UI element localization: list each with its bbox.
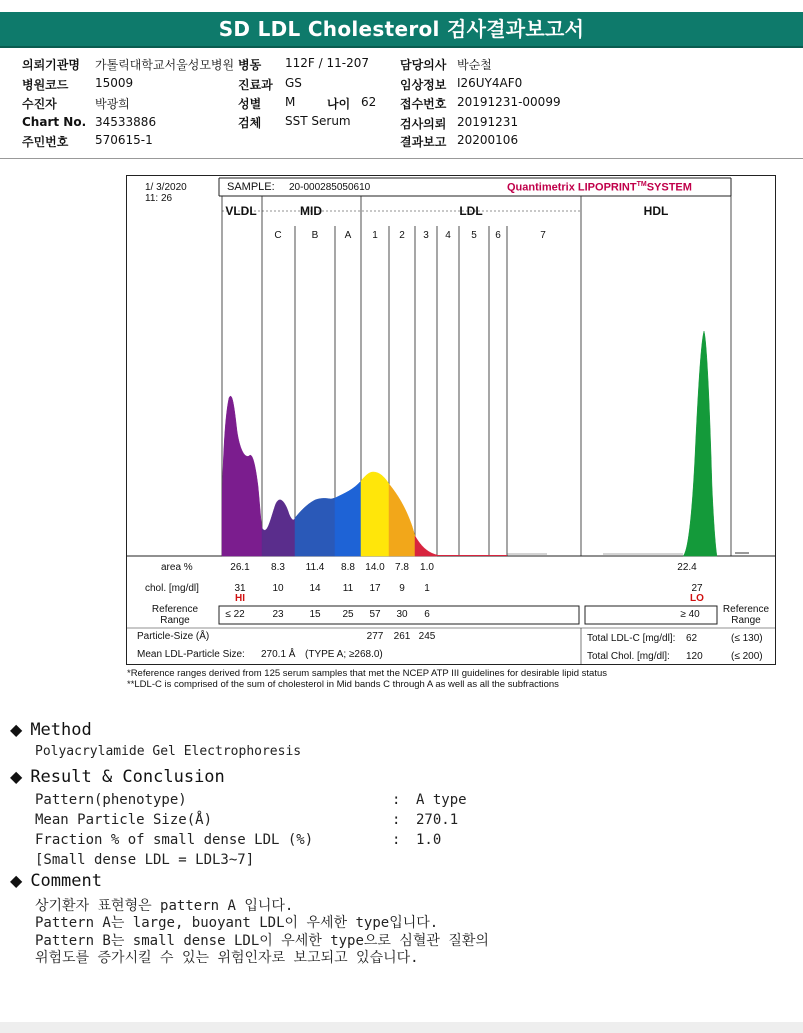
peak-ldl1: [361, 472, 389, 556]
peak-mid-b: [295, 498, 335, 556]
band-group-mid: MID: [300, 204, 322, 218]
peak-mid-c: [262, 500, 295, 556]
row-label-particle: Particle-Size (Å): [137, 631, 210, 642]
sample-label: SAMPLE:: [227, 181, 275, 193]
total-chol-value: 120: [686, 651, 703, 662]
chol-mid-c: 10: [272, 583, 284, 594]
ref-ldl3: 6: [424, 609, 430, 620]
comment-line-4: 위험도를 증가시킬 수 있는 위험인자로 보고되고 있습니다.: [35, 950, 419, 966]
result-colon-1: :: [392, 792, 401, 808]
area-vldl: 26.1: [230, 562, 250, 573]
report-title: SD LDL Cholesterol 검사결과보고서: [0, 12, 803, 48]
patient-info-panel: 의뢰기관명 가톨릭대학교서울성모병원 병동 112F / 11-207 담당의사 박순철 병원코드 15009 진료과 GS 임상정보 I26UY4AF0 수진자 박광희 성별 M 나이 62 접수번호 20191231-00099 Chart No. 34533886 검체 SST Serum 검사의뢰 20191231 주민번호 570615-1 결과보고 20200106: [0, 50, 803, 159]
result-label-fraction: Fraction % of small dense LDL (%): [35, 832, 314, 848]
ref-mid-a: 25: [342, 609, 354, 620]
band-label-b: B: [311, 230, 319, 241]
chol-mid-a: 11: [342, 583, 354, 594]
band-group-ldl: LDL: [459, 204, 483, 218]
chol-vldl: 31: [234, 583, 246, 594]
band-label-1: 1: [372, 230, 378, 241]
report-date: 1/ 3/2020: [145, 182, 187, 193]
comment-heading: ◆ Comment: [10, 871, 102, 891]
comment-line-1: 상기환자 표현형은 pattern A 입니다.: [35, 898, 294, 914]
area-mid-b: 11.4: [305, 562, 325, 573]
result-label-pattern: Pattern(phenotype): [35, 792, 187, 808]
brand-name: Quantimetrix LIPOPRINT™SYSTEM: [507, 181, 692, 194]
area-mid-c: 8.3: [271, 562, 285, 573]
band-label-3: 3: [423, 230, 429, 241]
mean-particle-type: (TYPE A; ≥268.0): [305, 649, 383, 660]
chol-hdl: 27: [691, 583, 703, 594]
ref-vldl: ≤ 22: [225, 609, 245, 620]
chol-mid-b: 14: [309, 583, 321, 594]
footnotes: [127, 668, 767, 690]
total-ldl-value: 62: [686, 633, 698, 644]
flag-hdl-lo: LO: [690, 593, 704, 604]
band-label-5: 5: [471, 230, 477, 241]
lipoprint-report: [126, 175, 776, 665]
peak-ldl3: [415, 536, 437, 556]
method-text: Polyacrylamide Gel Electrophoresis: [35, 744, 302, 759]
row-label-mean: Mean LDL-Particle Size:: [137, 649, 245, 660]
area-hdl: 22.4: [677, 562, 697, 573]
method-heading: ◆ Method: [10, 720, 92, 740]
result-colon-2: :: [392, 812, 401, 828]
row-label-area: area %: [161, 562, 193, 573]
report-time: 11: 26: [145, 193, 173, 204]
ref-mid-b: 15: [309, 609, 321, 620]
peak-vldl: [222, 396, 262, 556]
ref-mid-c: 23: [272, 609, 284, 620]
row-label-chol: chol. [mg/dl]: [145, 583, 199, 594]
band-group-hdl: HDL: [643, 204, 669, 218]
bottom-strip: [0, 1022, 803, 1033]
row-label-ref: Reference Range: [151, 604, 199, 626]
area-mid-a: 8.8: [341, 562, 355, 573]
total-ldl-label: Total LDL-C [mg/dl]:: [587, 633, 676, 644]
total-chol-ref: (≤ 200): [731, 651, 763, 662]
result-value-size: 270.1: [416, 812, 459, 828]
comment-line-2: Pattern A는 large, buoyant LDL이 우세한 type입니다.: [35, 915, 439, 931]
ref-ldl1: 57: [369, 609, 381, 620]
band-label-7: 7: [540, 230, 546, 241]
result-note: [Small dense LDL = LDL3~7]: [35, 852, 255, 868]
chol-ldl3: 1: [424, 583, 430, 594]
band-label-4: 4: [445, 230, 451, 241]
result-value-fraction: 1.0: [416, 832, 442, 848]
densitogram-peaks: [222, 331, 749, 556]
band-label-6: 6: [495, 230, 501, 241]
comment-line-3: Pattern B는 small dense LDL이 우세한 type으로 심혈관 질환의: [35, 933, 489, 949]
peak-ldl2: [389, 484, 415, 556]
footnote-2: **LDL-C is comprised of the sum of cholesterol in Mid bands C through A as well as all the subfractions: [127, 679, 559, 690]
band-group-vldl: VLDL: [225, 204, 257, 218]
ref-ldl2: 30: [396, 609, 408, 620]
area-ldl3: 1.0: [420, 562, 434, 573]
diamond-bullet-icon: ◆: [10, 767, 23, 786]
peak-ldl-tail: [437, 555, 507, 556]
ref-range-right-label: Reference Range: [722, 604, 770, 626]
mean-particle-value: 270.1 Å: [261, 649, 296, 660]
lipoprint-densitogram: [127, 176, 775, 664]
peak-hdl: [683, 331, 717, 556]
sample-id: 20-000285050610: [289, 182, 371, 193]
chol-ldl1: 17: [369, 583, 381, 594]
area-ldl2: 7.8: [395, 562, 409, 573]
band-label-2: 2: [399, 230, 405, 241]
diamond-bullet-icon: ◆: [10, 871, 23, 890]
particle-ldl3: 245: [418, 631, 436, 642]
area-ldl1: 14.0: [365, 562, 385, 573]
chol-ldl2: 9: [399, 583, 405, 594]
band-label-c: C: [274, 230, 282, 241]
result-colon-3: :: [392, 832, 401, 848]
particle-ldl2: 261: [393, 631, 411, 642]
total-ldl-ref: (≤ 130): [731, 633, 763, 644]
flag-vldl-hi: HI: [235, 593, 245, 604]
result-label-size: Mean Particle Size(Å): [35, 812, 213, 828]
peak-mid-a: [335, 481, 361, 556]
ref-hdl: ≥ 40: [680, 609, 700, 620]
particle-ldl1: 277: [366, 631, 384, 642]
total-chol-label: Total Chol. [mg/dl]:: [587, 651, 670, 662]
band-label-a: A: [344, 230, 352, 241]
footnote-1: *Reference ranges derived from 125 serum samples that met the NCEP ATP III guidelines for desirable lipid status: [127, 668, 607, 679]
result-value-pattern: A type: [416, 792, 467, 808]
diamond-bullet-icon: ◆: [10, 720, 23, 739]
result-heading: ◆ Result & Conclusion: [10, 767, 225, 787]
